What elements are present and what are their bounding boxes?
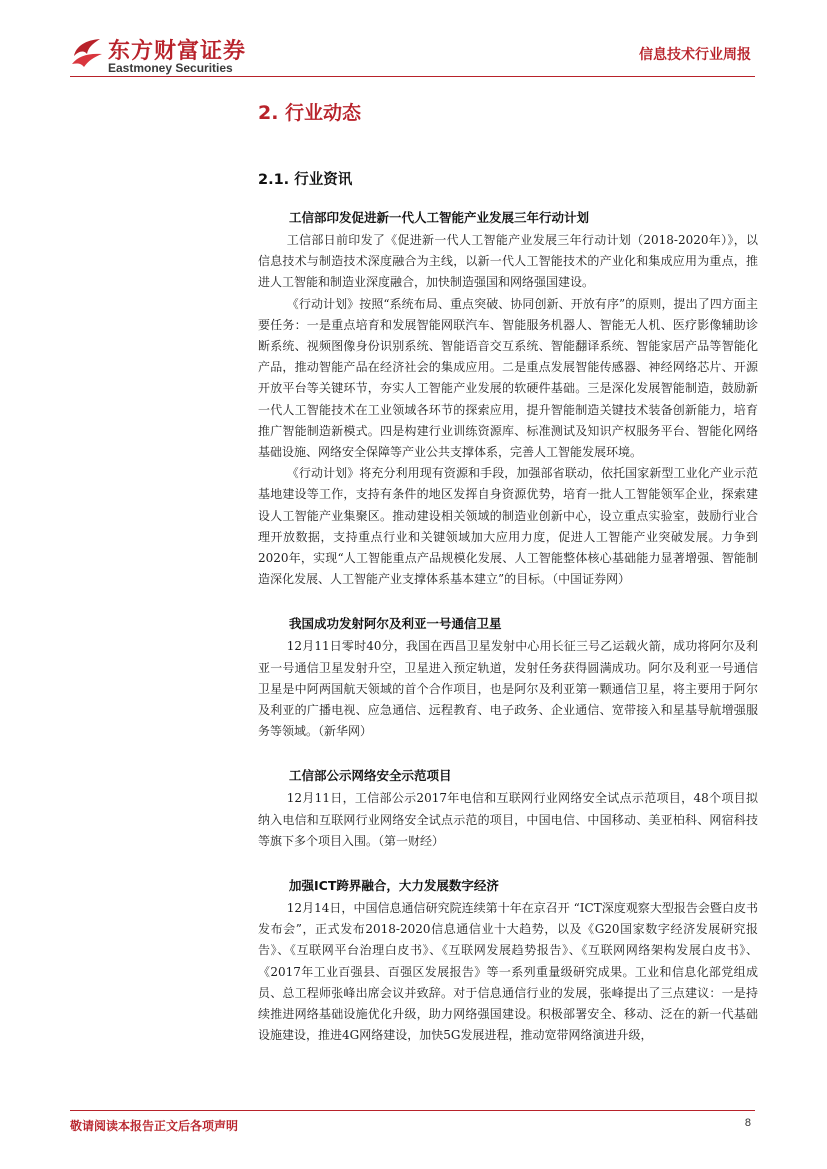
news-paragraph: 工信部日前印发了《促进新一代人工智能产业发展三年行动计划（2018-2020年）》，以信息技术与制造技术深度融合为主线，以新一代人工智能技术的产业化和集成应用为重点，推进人工智能和制造业深度融合，加快制造强国和网络强国建设。 (258, 233, 758, 290)
news-item (258, 208, 758, 590)
report-type: 信息技术行业周报 (639, 47, 751, 63)
eastmoney-logo-icon (70, 36, 104, 68)
news-title: 工信部印发促进新一代人工智能产业发展三年行动计划 (289, 210, 590, 225)
news-item (258, 876, 758, 1046)
news-item (258, 614, 758, 742)
news-title: 我国成功发射阿尔及利亚一号通信卫星 (289, 616, 502, 632)
brand-name-en: Eastmoney Securities (108, 61, 233, 75)
section-heading: 2. 行业动态 (258, 102, 362, 124)
page-number: 8 (744, 1117, 751, 1129)
news-paragraph: 12月11日，工信部公示2017年电信和互联网行业网络安全试点示范项目，48个项目拟纳入电信和互联网行业网络安全试点示范的项目，中国电信、中国移动、美亚柏科、网宿科技等旗下多个项目入围。（第一财经） (258, 791, 758, 848)
news-title: 工信部公示网络安全示范项目 (289, 768, 452, 784)
news-paragraph: 《行动计划》将充分利用现有资源和手段，加强部省联动，依托国家新型工业化产业示范基地建设等工作，支持有条件的地区发挥自身资源优势，培育一批人工智能领军企业，探索建设人工智能产业集聚区。推动建设相关领域的制造业创新中心，设立重点实验室，鼓励行业合理开放数据，支持重点行业和关键领域加大应用力度，促进人工智能产业突破发展。力争到2020年，实现“人工智能重点产品规模化发展、人工智能整体核心基础能力显著增强、智能制造深化发展、人工智能产业支撑体系基本建立”的目标。（中国证券网） (258, 466, 758, 587)
news-paragraph: 12月14日，中国信息通信研究院连续第十年在京召开 “ICT深度观察大型报告会暨白皮书发布会”，正式发布2018-2020信息通信业十大趋势，以及《G20国家数字经济发展研究报告》、《互联网平台治理白皮书》、《互联网发展趋势报告》、《互联网网络架构发展白皮书》、《2017年工业百强县、百强区发展报告》等一系列重量级研究成果。工业和信息化部党组成员、总工程师张峰出席会议并致辞。对于信息通信行业的发展，张峰提出了三点建议：一是持续推进网络基础设施优化升级，助力网络强国建设。积极部署安全、移动、泛在的新一代基础设施建设，推进4G网络建设，加快5G发展进程，推动宽带网络演进升级， (258, 901, 758, 1043)
news-paragraph: 12月11日零时40分，我国在西昌卫星发射中心用长征三号乙运载火箭，成功将阿尔及利亚一号通信卫星发射升空，卫星进入预定轨道，发射任务获得圆满成功。阿尔及利亚一号通信卫星是中阿两国航天领域的首个合作项目，也是阿尔及利亚第一颗通信卫星，将主要用于阿尔及利亚的广播电视、应急通信、远程教育、电子政务、企业通信、宽带接入和星基导航增强服务等领域。（新华网） (258, 639, 758, 739)
subsection-heading: 2.1. 行业资讯 (258, 172, 353, 188)
news-paragraph: 《行动计划》按照“系统布局、重点突破、协同创新、开放有序”的原则，提出了四方面主要任务：一是重点培育和发展智能网联汽车、智能服务机器人、智能无人机、医疗影像辅助诊断系统、视频图像身份识别系统、智能语音交互系统、智能翻译系统、智能家居产品等智能化产品，推动智能产品在经济社会的集成应用。二是重点发展智能传感器、神经网络芯片、开源开放平台等关键环节，夯实人工智能产业发展的软硬件基础。三是深化发展智能制造，鼓励新一代人工智能技术在工业领域各环节的探索应用，提升智能制造关键技术装备创新能力，培育推广智能制造新模式。四是构建行业训练资源库、标准测试及知识产权服务平台、智能化网络基础设施、网络安全保障等产业公共支撑体系，完善人工智能发展环境。 (258, 296, 758, 460)
brand-name-cn: 东方财富证券 (108, 39, 247, 64)
news-content (258, 208, 758, 1071)
header-divider (70, 76, 755, 77)
news-item (258, 766, 758, 852)
disclaimer-notice: 敬请阅读本报告正文后各项声明 (70, 1119, 239, 1133)
news-title: 加强ICT跨界融合，大力发展数字经济 (289, 878, 499, 894)
footer-divider (70, 1110, 755, 1111)
